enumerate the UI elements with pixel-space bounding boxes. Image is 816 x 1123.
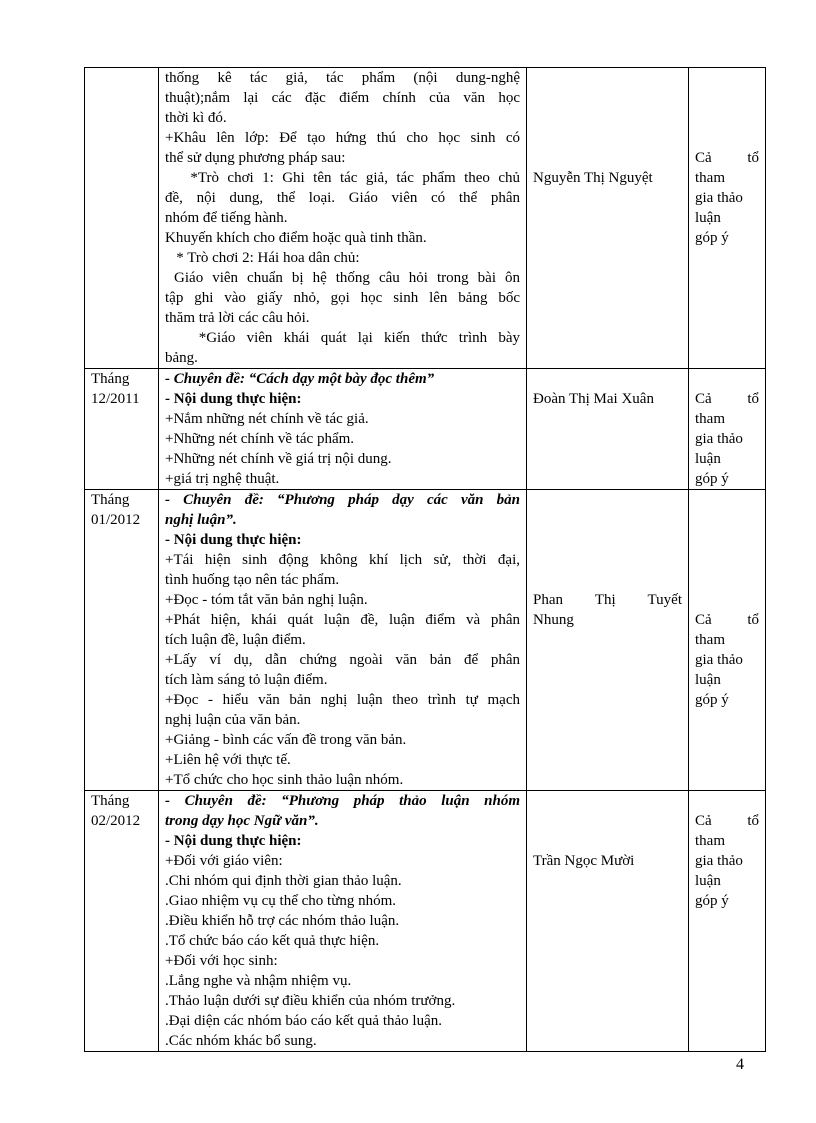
content-line: +Tổ chức cho học sinh thảo luận nhóm. [165, 772, 404, 788]
content-line: bảng. [165, 350, 198, 366]
participation-line: luận [695, 672, 721, 688]
content-line: Khuyến khích cho điểm hoặc quà tinh thần. [165, 230, 427, 246]
participation-line: góp ý [695, 893, 729, 909]
content-line: .Giao nhiệm vụ cụ thể cho từng nhóm. [165, 893, 397, 909]
content-line: - Chuyên đề: “Cách dạy một bày đọc thêm” [165, 371, 435, 387]
content-line: +Giảng - bình các vấn đề trong văn bản. [165, 732, 407, 748]
content-line: đề, nội dung, thể loại. Giáo viên có thể phân [165, 190, 520, 206]
participation-cell [689, 490, 766, 791]
content-line: - Nội dung thực hiện: [165, 833, 302, 849]
content-cell [159, 791, 527, 1052]
content-line: Giáo viên chuẩn bị hệ thống câu hỏi trong bài ôn [165, 270, 521, 286]
content-line: tình huống tạo nên tác phẩm. [165, 572, 340, 588]
participation-cell [689, 68, 766, 369]
content-line: .Các nhóm khác bổ sung. [165, 1033, 317, 1049]
participation-line: tham [695, 411, 725, 427]
table-row [85, 791, 766, 1052]
month-line: Tháng [91, 492, 130, 508]
participation-line: góp ý [695, 692, 729, 708]
content-cell [159, 68, 527, 369]
participation-line: tham [695, 632, 725, 648]
participation-line: gia thảo [695, 431, 743, 447]
person-name: Đoàn Thị Mai Xuân [533, 391, 654, 407]
content-line: .Điều khiển hỗ trợ các nhóm thảo luận. [165, 913, 400, 929]
participation-line: tham [695, 833, 725, 849]
participation-line: Cả tổ [695, 813, 759, 829]
participation-line: góp ý [695, 471, 729, 487]
person-cell [527, 369, 689, 490]
participation-line: Cả tổ [695, 150, 759, 166]
participation-line: tham [695, 170, 725, 186]
content-line: nghị luận của văn bản. [165, 712, 301, 728]
content-line: .Tổ chức báo cáo kết quả thực hiện. [165, 933, 380, 949]
person-cell [527, 68, 689, 369]
content-line: .Thảo luận dưới sự điều khiển của nhóm trưởng. [165, 993, 456, 1009]
content-line: +Phát hiện, khái quát luận đề, luận điểm và phân [165, 612, 520, 628]
participation-line: Cả tổ [695, 612, 759, 628]
content-cell [159, 490, 527, 791]
content-line: +Những nét chính về giá trị nội dung. [165, 451, 392, 467]
content-line: +Đối với giáo viên: [165, 853, 283, 869]
table-row [85, 369, 766, 490]
month-line: Tháng [91, 371, 130, 387]
content-line: thuật);nắm lại các đặc điểm chính của văn học [165, 90, 520, 106]
content-line: +Đọc - tóm tắt văn bản nghị luận. [165, 592, 368, 608]
content-line: +Đọc - hiểu văn bản nghị luận theo trình tự mạch [165, 692, 520, 708]
content-line: .Đại diện các nhóm báo cáo kết quả thảo luận. [165, 1013, 442, 1029]
content-line: nghị luận”. [165, 512, 237, 528]
participation-line: luận [695, 873, 721, 889]
content-line: - Chuyên đề: “Phương pháp dạy các văn bản [165, 492, 520, 508]
participation-line: góp ý [695, 230, 729, 246]
person-name: Phan Thị Tuyết [533, 592, 682, 608]
content-line: +Lấy ví dụ, dẫn chứng ngoài văn bản để phân [165, 652, 520, 668]
participation-line: luận [695, 210, 721, 226]
content-line: thống kê tác giả, tác phẩm (nội dung-nghệ [165, 70, 520, 86]
content-line: +Liên hệ với thực tế. [165, 752, 291, 768]
plan-table [84, 67, 766, 1052]
content-line: *Giáo viên khái quát lại kiến thức trình bày [165, 330, 520, 346]
participation-line: Cả tổ [695, 391, 759, 407]
content-line: +Nắm những nét chính về tác giả. [165, 411, 369, 427]
participation-line: luận [695, 451, 721, 467]
content-cell [159, 369, 527, 490]
content-line: +Tái hiện sinh động không khí lịch sử, thời đại, [165, 552, 520, 568]
content-line: *Trò chơi 1: Ghi tên tác giả, tác phẩm theo chủ [165, 170, 521, 186]
person-cell [527, 791, 689, 1052]
participation-cell [689, 791, 766, 1052]
content-line: .Lắng nghe và nhậm nhiệm vụ. [165, 973, 352, 989]
content-line: - Nội dung thực hiện: [165, 391, 302, 407]
person-name: Nguyễn Thị Nguyệt [533, 170, 653, 186]
month-cell [85, 490, 159, 791]
content-line: trong dạy học Ngữ văn”. [165, 813, 319, 829]
month-cell [85, 68, 159, 369]
person-name: Nhung [533, 612, 574, 628]
plan-table-body [85, 68, 766, 1052]
month-line: 01/2012 [91, 512, 141, 528]
participation-cell [689, 369, 766, 490]
page-number: 4 [736, 1056, 744, 1073]
month-cell [85, 369, 159, 490]
person-name: Trần Ngọc Mười [533, 853, 635, 869]
table-row [85, 490, 766, 791]
content-line: thể sử dụng phương pháp sau: [165, 150, 346, 166]
content-line: +Khâu lên lớp: Để tạo hứng thú cho học sinh có [165, 130, 520, 146]
participation-line: gia thảo [695, 853, 743, 869]
content-line: * Trò chơi 2: Hái hoa dân chủ: [165, 250, 360, 266]
content-line: +giá trị nghệ thuật. [165, 471, 280, 487]
content-line: - Nội dung thực hiện: [165, 532, 302, 548]
content-line: tích luận đề, luận điểm. [165, 632, 306, 648]
participation-line: gia thảo [695, 652, 743, 668]
month-line: Tháng [91, 793, 130, 809]
month-line: 12/2011 [91, 391, 140, 407]
content-line: tích làm sáng tỏ luận điểm. [165, 672, 328, 688]
content-line: - Chuyên đề: “Phương pháp thảo luận nhóm [165, 793, 520, 809]
content-line: tập ghi vào giấy nhỏ, gọi học sinh lên bảng bốc [165, 290, 520, 306]
content-line: nhóm để tiếng hành. [165, 210, 288, 226]
participation-line: gia thảo [695, 190, 743, 206]
content-line: .Chi nhóm qui định thời gian thảo luận. [165, 873, 402, 889]
content-line: +Những nét chính về tác phẩm. [165, 431, 355, 447]
content-line: thời kì đó. [165, 110, 227, 126]
month-line: 02/2012 [91, 813, 141, 829]
table-row [85, 68, 766, 369]
content-line: +Đối với học sinh: [165, 953, 278, 969]
month-cell [85, 791, 159, 1052]
person-cell [527, 490, 689, 791]
content-line: thăm trả lời các câu hỏi. [165, 310, 310, 326]
